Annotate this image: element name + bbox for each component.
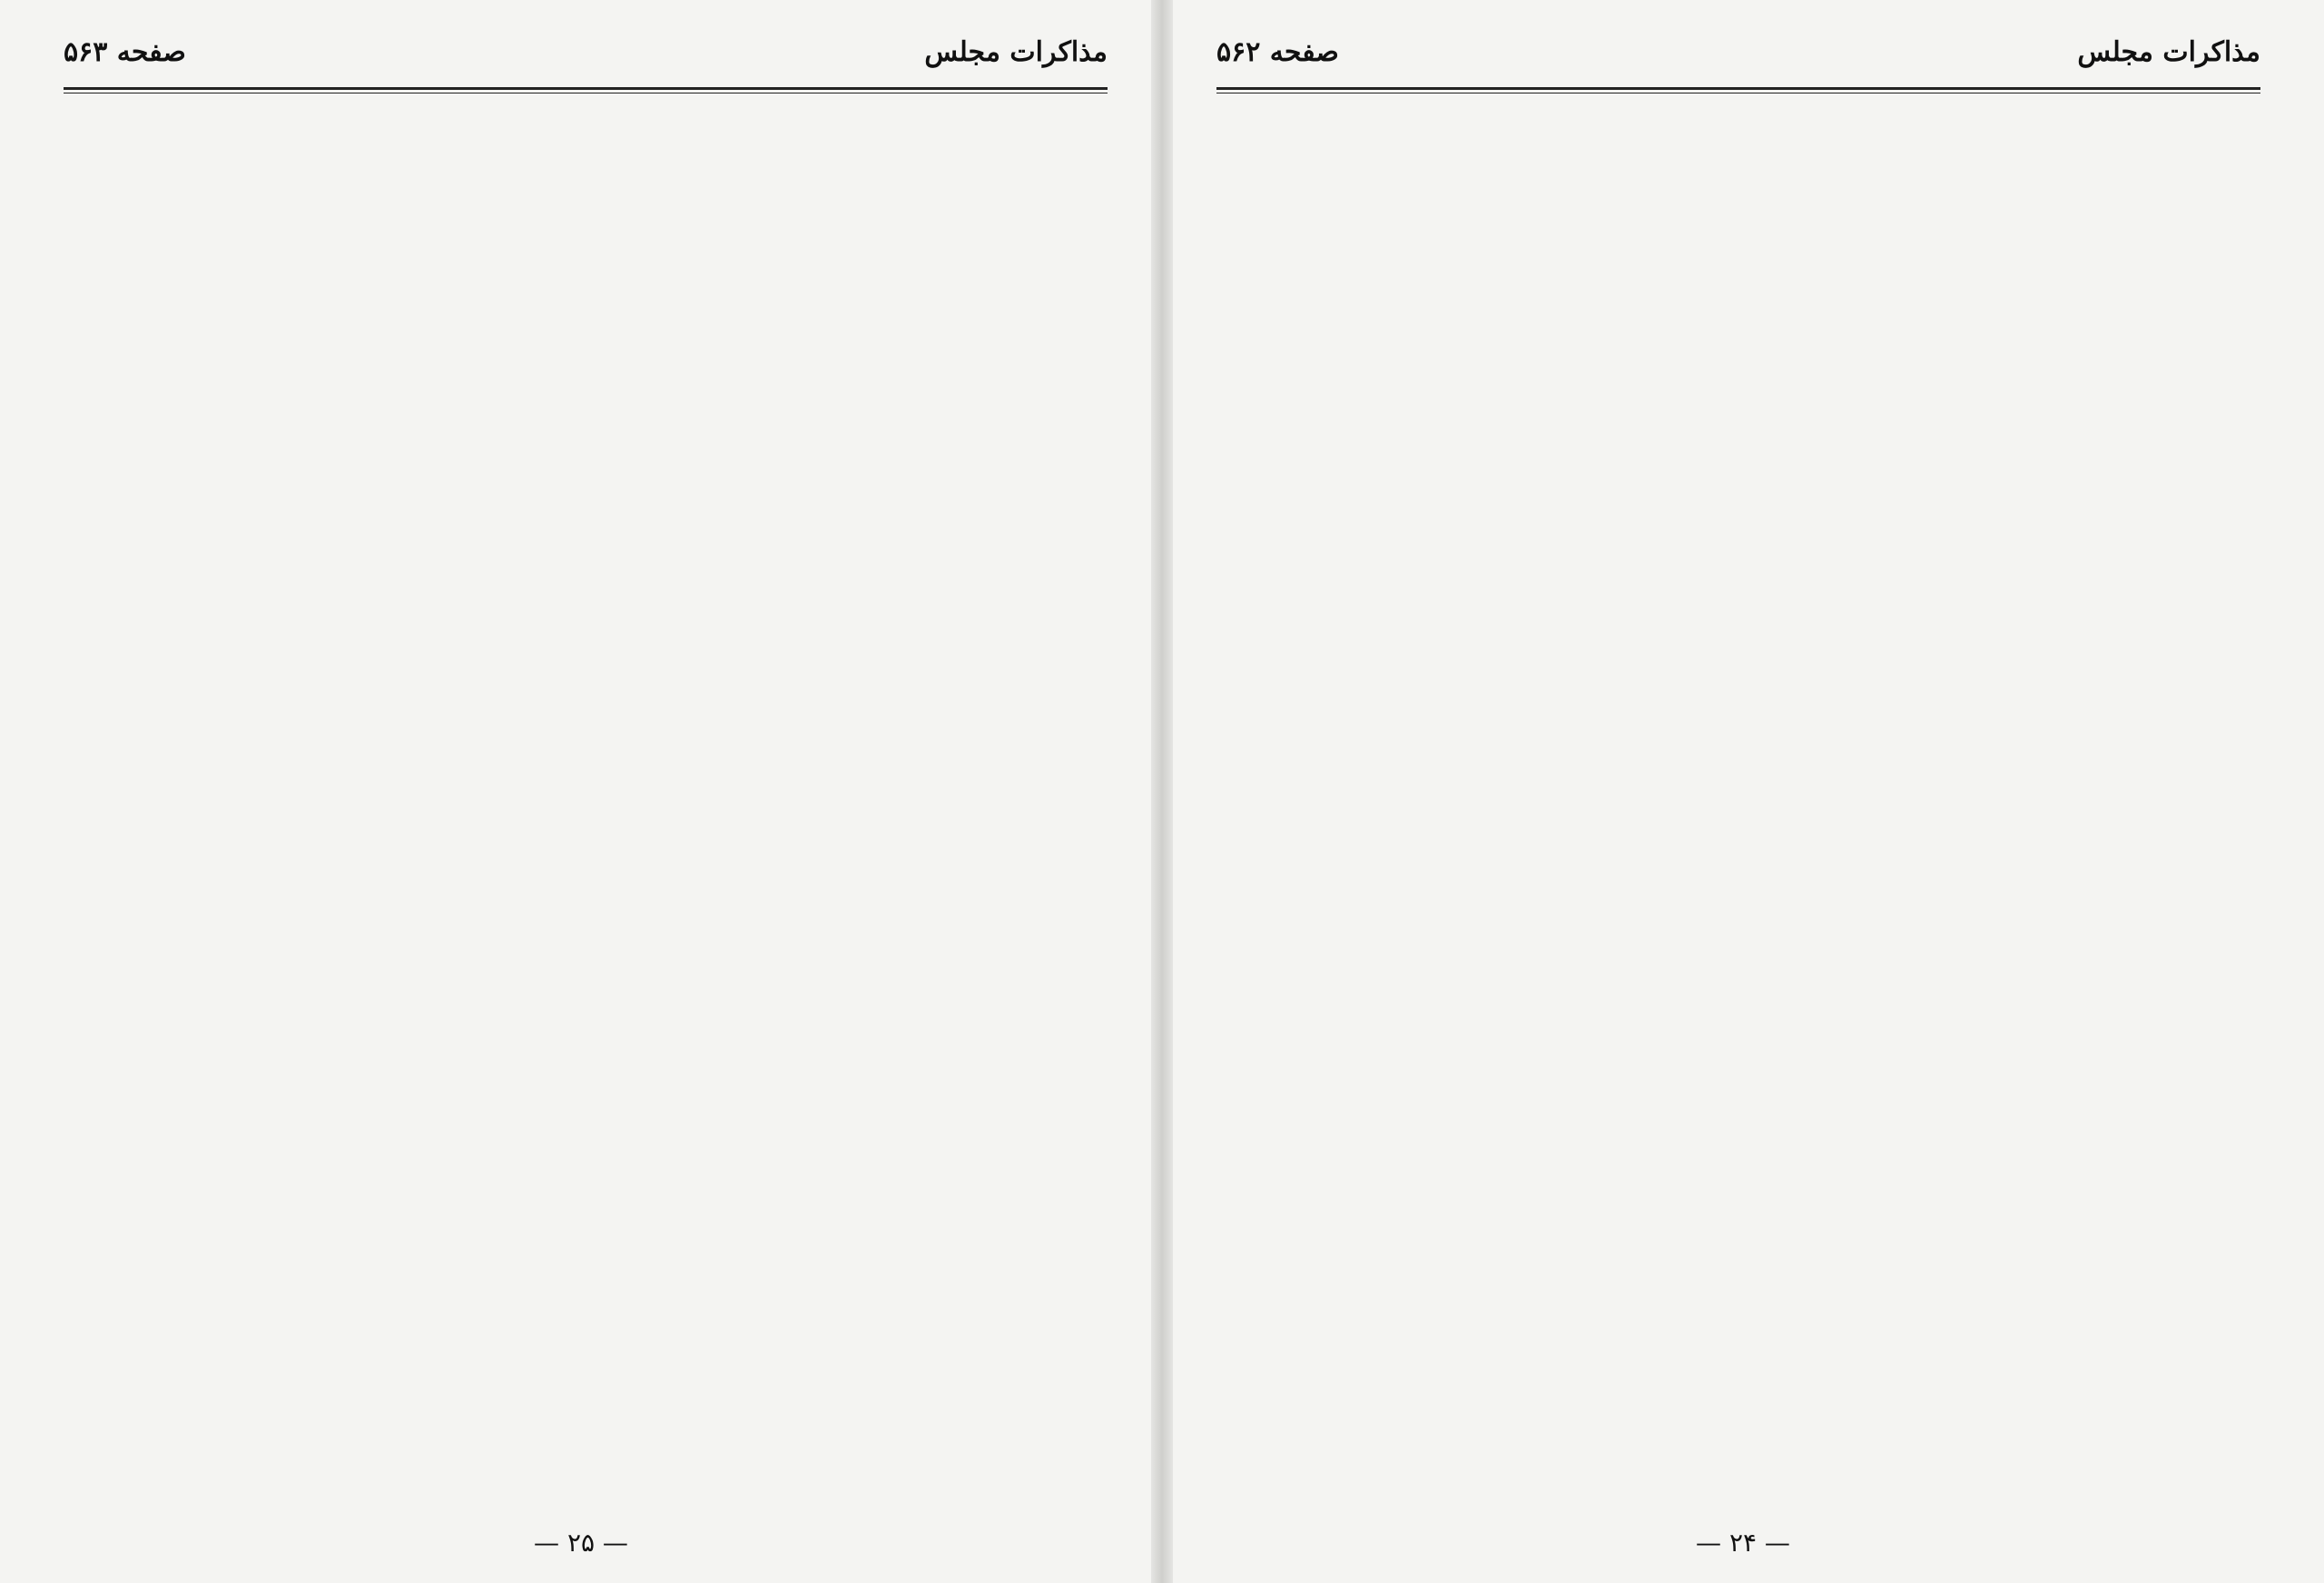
text-line xyxy=(598,1299,1108,1349)
text-line xyxy=(1751,804,2260,854)
text-line xyxy=(598,507,1108,557)
text-line xyxy=(1216,1448,1726,1483)
text-line xyxy=(64,1398,573,1448)
text-line xyxy=(598,1151,1108,1201)
text-line xyxy=(1751,1250,2260,1300)
text-line xyxy=(1216,656,1726,706)
text-line xyxy=(1216,1052,1726,1102)
text-line xyxy=(1216,1002,1726,1052)
text-line xyxy=(64,1349,573,1399)
text-line xyxy=(1751,1299,2260,1349)
text-line xyxy=(598,211,1108,261)
right-header-rule xyxy=(1216,87,2260,90)
text-line xyxy=(64,162,573,211)
text-line xyxy=(64,1052,573,1102)
text-line xyxy=(64,705,573,755)
text-line xyxy=(64,1299,573,1349)
text-line xyxy=(1216,804,1726,854)
text-line xyxy=(1216,606,1726,656)
text-line xyxy=(1216,755,1726,805)
text-line xyxy=(598,1349,1108,1399)
text-line xyxy=(598,1200,1108,1250)
text-line xyxy=(1751,507,2260,557)
text-line xyxy=(64,112,573,162)
text-line xyxy=(1216,261,1726,310)
text-line xyxy=(598,953,1108,1003)
left-page-left-column xyxy=(64,112,573,1482)
text-line xyxy=(1751,705,2260,755)
text-line xyxy=(1751,458,2260,508)
text-line xyxy=(64,656,573,706)
text-line xyxy=(1751,854,2260,904)
text-line xyxy=(1216,310,1726,359)
text-line xyxy=(598,903,1108,953)
right-page xyxy=(1162,0,2324,1583)
text-line xyxy=(1751,1002,2260,1052)
text-line xyxy=(598,408,1108,458)
text-line xyxy=(1216,1151,1726,1201)
right-page-header xyxy=(1216,36,2260,82)
book-gutter xyxy=(1151,0,1173,1583)
text-line xyxy=(1751,261,2260,310)
text-line xyxy=(1216,458,1726,508)
text-line xyxy=(64,261,573,310)
text-line xyxy=(64,1200,573,1250)
text-line xyxy=(598,112,1108,162)
text-line xyxy=(1216,1398,1726,1448)
text-line xyxy=(1216,705,1726,755)
text-line xyxy=(1216,1200,1726,1250)
text-line xyxy=(1751,557,2260,607)
text-line xyxy=(64,557,573,607)
text-line xyxy=(1751,211,2260,261)
right-header-title: مذاکرات مجلس xyxy=(2077,36,2260,68)
text-line xyxy=(598,310,1108,359)
text-line xyxy=(1216,903,1726,953)
text-line xyxy=(598,1250,1108,1300)
text-line xyxy=(598,656,1108,706)
left-page-folio: — ۲۵ — xyxy=(534,1528,628,1558)
text-line xyxy=(1216,854,1726,904)
text-line xyxy=(598,1101,1108,1151)
text-line xyxy=(64,458,573,508)
text-line xyxy=(64,804,573,854)
left-page-right-column xyxy=(598,112,1108,1482)
text-line xyxy=(64,1002,573,1052)
left-page-header xyxy=(64,36,1108,82)
right-page-right-column xyxy=(1751,112,2260,1482)
text-line xyxy=(598,606,1108,656)
text-line xyxy=(1751,359,2260,409)
text-line xyxy=(1216,1101,1726,1151)
text-line xyxy=(64,606,573,656)
text-line xyxy=(1216,408,1726,458)
text-line xyxy=(64,1101,573,1151)
text-line xyxy=(598,1002,1108,1052)
text-line xyxy=(1751,408,2260,458)
text-line xyxy=(1216,953,1726,1003)
text-line xyxy=(64,1448,573,1483)
text-line xyxy=(64,903,573,953)
text-line xyxy=(1751,606,2260,656)
left-header-page-number: صفحه ۵۶۳ xyxy=(64,36,186,68)
text-line xyxy=(1216,1349,1726,1399)
text-line xyxy=(64,755,573,805)
text-line xyxy=(598,804,1108,854)
text-line xyxy=(598,162,1108,211)
text-line xyxy=(1216,112,1726,162)
text-line xyxy=(1216,211,1726,261)
text-line xyxy=(1216,162,1726,211)
text-line xyxy=(1216,557,1726,607)
text-line xyxy=(1751,1398,2260,1448)
text-line xyxy=(1751,310,2260,359)
text-line xyxy=(64,211,573,261)
text-line xyxy=(1751,1101,2260,1151)
text-line xyxy=(1751,1200,2260,1250)
text-line xyxy=(1751,1448,2260,1483)
text-line xyxy=(64,507,573,557)
text-line xyxy=(598,705,1108,755)
text-line xyxy=(1751,953,2260,1003)
text-line xyxy=(598,854,1108,904)
text-line xyxy=(598,755,1108,805)
text-line xyxy=(1751,903,2260,953)
left-page-columns xyxy=(64,112,1108,1482)
text-line xyxy=(1751,1052,2260,1102)
right-page-folio: — ۲۴ — xyxy=(1696,1528,1790,1558)
text-line xyxy=(1216,1299,1726,1349)
text-line xyxy=(1216,1250,1726,1300)
text-line xyxy=(64,854,573,904)
text-line xyxy=(64,1151,573,1201)
text-line xyxy=(1751,1151,2260,1201)
text-line xyxy=(1751,656,2260,706)
text-line xyxy=(598,359,1108,409)
text-line xyxy=(64,953,573,1003)
text-line xyxy=(1751,162,2260,211)
right-header-page-number: صفحه ۵۶۲ xyxy=(1216,36,1339,68)
text-line xyxy=(1751,1349,2260,1399)
right-page-left-column xyxy=(1216,112,1726,1482)
left-header-title: مذاکرات مجلس xyxy=(924,36,1108,68)
text-line xyxy=(598,557,1108,607)
right-page-columns xyxy=(1216,112,2260,1482)
text-line xyxy=(1751,755,2260,805)
text-line xyxy=(598,1448,1108,1483)
text-line xyxy=(598,261,1108,310)
text-line xyxy=(64,310,573,359)
text-line xyxy=(64,359,573,409)
left-header-rule xyxy=(64,87,1108,90)
text-line xyxy=(64,1250,573,1300)
text-line xyxy=(1216,359,1726,409)
text-line xyxy=(598,458,1108,508)
text-line xyxy=(598,1398,1108,1448)
text-line xyxy=(1751,112,2260,162)
text-line xyxy=(64,408,573,458)
text-line xyxy=(1216,507,1726,557)
text-line xyxy=(598,1052,1108,1102)
